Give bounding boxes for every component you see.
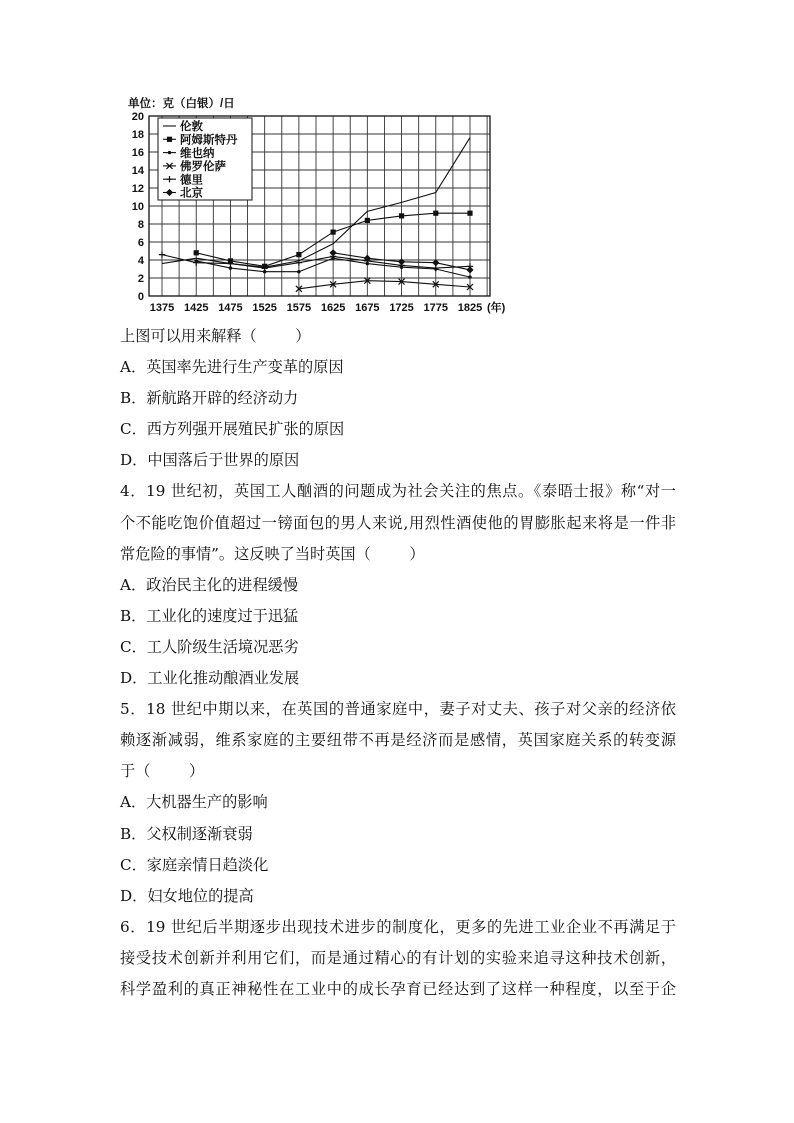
legend-1-label: 伦敦 <box>180 121 203 134</box>
x-tick-label: 1425 <box>183 302 209 314</box>
question-6-stem-line: 6．19 世纪后半期逐步出现技术进步的制度化，更多的先进工业企业不再满足于 <box>120 917 676 936</box>
question-4-option-c: C．工人阶级生活境况恶劣 <box>120 637 299 656</box>
question-4-option-d: D．工业化推动酿酒业发展 <box>120 669 300 688</box>
question-3-option-c: C．西方列强开展殖民扩张的原因 <box>120 420 345 439</box>
y-tick-label: 14 <box>131 165 144 177</box>
legend-5-label: 德里 <box>180 174 203 187</box>
series-2-point <box>296 252 301 257</box>
x-tick-label: 1725 <box>389 302 414 314</box>
y-tick-label: 0 <box>137 291 144 303</box>
question-6-stem-line: 接受技术创新并利用它们，而是通过精心的有计划的实验来追寻这种技术创新， <box>120 948 676 967</box>
x-tick-label: 1375 <box>149 302 175 314</box>
legend-2-marker <box>167 137 172 142</box>
y-tick-label: 10 <box>131 201 144 213</box>
question-5-stem-line: 于（ ） <box>120 762 205 781</box>
y-axis-unit-label: 单位：克（白银）/日 <box>128 98 235 110</box>
series-5-point <box>296 260 302 266</box>
question-4-option-b: B．工业化的速度过于迅猛 <box>120 606 299 625</box>
series-5-point <box>193 260 199 266</box>
legend-2-label: 阿姆斯特丹 <box>180 134 238 147</box>
series-2-point <box>365 218 370 223</box>
series-2-point <box>194 250 199 255</box>
y-tick-label: 12 <box>131 183 144 195</box>
question-5-stem-line: 赖逐渐减弱，维系家庭的主要纽带不再是经济而是感情，英国家庭关系的转变源 <box>120 731 676 750</box>
legend-6-label: 北京 <box>180 187 203 200</box>
question-5-option-a: A．大机器生产的影响 <box>120 793 268 812</box>
question-5-stem-line: 5．18 世纪中期以来，在英国的普通家庭中，妻子对丈夫、孩子对父亲的经济依 <box>120 700 676 719</box>
question-4-option-a: A．政治民主化的进程缓慢 <box>120 575 299 594</box>
series-6-point <box>330 249 337 256</box>
y-tick-label: 20 <box>131 111 144 123</box>
x-tick-label: 1525 <box>252 302 277 314</box>
series-6-point <box>398 258 405 265</box>
x-tick-label: 1475 <box>218 302 243 314</box>
question-4-stem-line: 常危险的事情”。这反映了当时英国（ ） <box>120 544 425 563</box>
series-3-point <box>229 266 232 269</box>
y-tick-label: 4 <box>137 255 144 267</box>
wage-line-chart <box>0 0 794 320</box>
question-3-option-b: B．新航路开辟的经济动力 <box>120 389 299 408</box>
x-tick-label: 1675 <box>355 302 380 314</box>
series-6-point <box>466 266 473 273</box>
series-2-point <box>399 213 404 218</box>
series-3-point <box>468 275 471 278</box>
question-3-option-a: A．英国率先进行生产变革的原因 <box>120 358 344 377</box>
question-4-stem-line: 个不能吃饱价值超过一镑面包的男人来说,用烈性酒使他的胃膨胀起来将是一件非 <box>120 513 676 532</box>
question-text-block <box>120 321 676 1005</box>
legend-3-marker <box>168 151 171 154</box>
x-tick-label: 1775 <box>423 302 449 314</box>
y-tick-label: 16 <box>131 147 144 159</box>
x-tick-label: 1625 <box>320 302 346 314</box>
y-tick-label: 18 <box>131 129 144 141</box>
question-3-option-d: D．中国落后于世界的原因 <box>120 451 300 470</box>
legend-3-label: 维也纳 <box>180 147 215 160</box>
series-2-point <box>433 211 438 216</box>
x-tick-label: 1825 <box>457 302 483 314</box>
x-tick-label: 1575 <box>286 302 312 314</box>
question-5-option-c: C．家庭亲情日趋淡化 <box>120 855 269 874</box>
question-5-option-b: B．父权制逐渐衰弱 <box>120 824 253 843</box>
question-3-stem: 上图可以用来解释（ ） <box>120 327 311 345</box>
y-tick-label: 8 <box>137 219 144 231</box>
legend-4-label: 佛罗伦萨 <box>180 161 226 174</box>
x-axis-label: (年) <box>487 302 506 314</box>
series-5-point <box>159 251 165 257</box>
question-5-option-d: D．妇女地位的提高 <box>120 886 254 905</box>
question-4-stem-line: 4．19 世纪初，英国工人酗酒的问题成为社会关注的焦点。《泰晤士报》称“对一 <box>120 482 676 501</box>
y-tick-label: 2 <box>137 273 144 285</box>
question-6-stem-line: 科学盈利的真正神秘性在工业中的成长孕育已经达到了这样一种程度，以至于企 <box>120 979 676 998</box>
series-2-point <box>467 211 472 216</box>
y-tick-label: 6 <box>137 237 144 249</box>
series-3-point <box>297 270 300 273</box>
series-2-point <box>331 230 336 235</box>
